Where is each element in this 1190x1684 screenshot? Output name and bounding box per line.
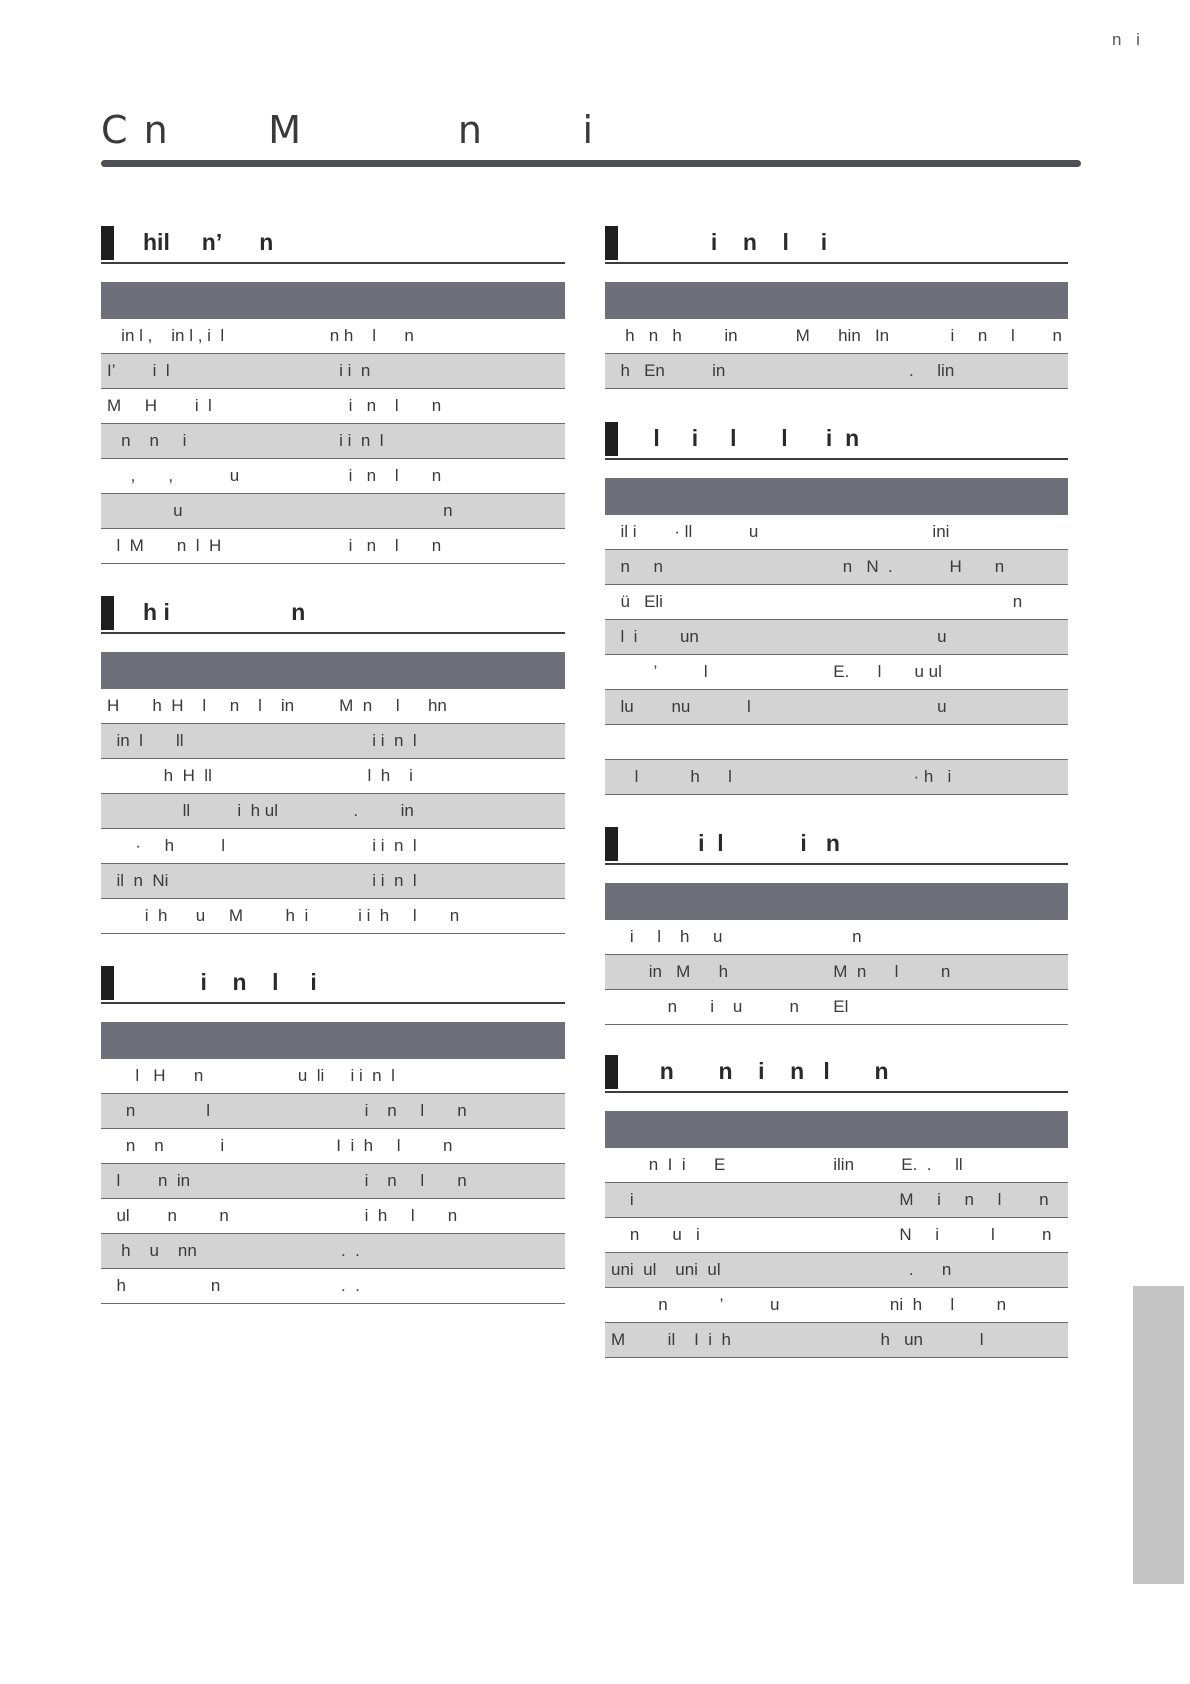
table-header — [605, 478, 1068, 515]
item-value-cell: u — [827, 620, 1068, 655]
item-name-cell: n ’ u — [605, 1288, 827, 1323]
item-value-cell: . . — [330, 1269, 565, 1304]
table-row — [101, 829, 565, 864]
table-row — [605, 585, 1068, 620]
table-row — [605, 1148, 1068, 1183]
table-row — [605, 655, 1068, 690]
spec-table — [605, 883, 1068, 1025]
spec-section — [101, 966, 565, 1304]
table-row — [605, 1253, 1068, 1288]
item-name-cell: n n i — [101, 1129, 330, 1164]
item-name-cell — [605, 725, 827, 760]
section-marker — [101, 966, 114, 1000]
table-row — [101, 459, 565, 494]
table-row — [101, 1199, 565, 1234]
table-row — [101, 759, 565, 794]
item-value-cell: n h l n — [324, 319, 565, 354]
item-name-cell: ll i h ul — [101, 794, 324, 829]
item-name-cell: l i un — [605, 620, 827, 655]
item-name-cell: n n i — [101, 424, 324, 459]
section-header — [605, 1055, 1068, 1093]
page-title: C n M n i — [101, 108, 596, 152]
table-row — [101, 1269, 565, 1304]
section-header — [605, 422, 1068, 460]
section-marker — [605, 226, 618, 260]
item-name-cell: n i u n — [605, 990, 827, 1025]
table-row — [605, 354, 1068, 389]
item-name-cell: M H i l — [101, 389, 324, 424]
table-row — [101, 1164, 565, 1199]
table-header — [101, 282, 565, 319]
item-value-cell: ni h l n — [827, 1288, 1068, 1323]
title-rule — [101, 160, 1081, 167]
table-row — [605, 690, 1068, 725]
item-name-cell: i h u M h i — [101, 899, 324, 934]
table-header-row — [605, 883, 1068, 920]
table-row — [605, 920, 1068, 955]
item-name-cell: in M h — [605, 955, 827, 990]
table-row — [101, 319, 565, 354]
item-value-cell: i h l n — [330, 1199, 565, 1234]
item-name-cell: il n Ni — [101, 864, 324, 899]
table-row — [605, 1323, 1068, 1358]
spec-table — [101, 652, 565, 934]
table-row — [101, 899, 565, 934]
table-row — [605, 1288, 1068, 1323]
section-header — [101, 226, 565, 264]
item-value-cell: i n l n — [324, 459, 565, 494]
item-value-cell: i i n l — [324, 829, 565, 864]
item-name-cell: I’ i l — [101, 354, 324, 389]
item-value-cell: i i n l — [324, 864, 565, 899]
item-value-cell: ini — [827, 515, 1068, 550]
spec-table — [605, 282, 1068, 389]
table-row — [101, 1234, 565, 1269]
table-row — [605, 955, 1068, 990]
item-value-cell — [827, 725, 1068, 760]
section-title: h i n — [143, 599, 306, 625]
item-name-cell: il i · ll u — [605, 515, 827, 550]
item-name-cell: M il I i h — [605, 1323, 827, 1358]
section-title: n n i n l n — [647, 1058, 889, 1084]
section-title: l i l l i n — [647, 425, 860, 451]
table-row — [101, 864, 565, 899]
spec-table — [605, 478, 1068, 795]
table-header — [605, 282, 1068, 319]
section-header — [101, 596, 565, 634]
table-header — [101, 652, 565, 689]
item-value-cell: i i n l — [330, 1059, 565, 1094]
side-tab — [1133, 1286, 1184, 1584]
item-value-cell: n — [324, 494, 565, 529]
item-name-cell: lu nu l — [605, 690, 827, 725]
item-name-cell: h H ll — [101, 759, 324, 794]
item-value-cell: . in — [324, 794, 565, 829]
spec-section — [101, 226, 565, 564]
item-name-cell: h n — [101, 1269, 330, 1304]
table-row — [101, 724, 565, 759]
section-header — [605, 226, 1068, 264]
table-row — [101, 689, 565, 724]
page-corner-text: n i — [1112, 30, 1145, 49]
item-name-cell: in l ll — [101, 724, 324, 759]
table-row — [101, 1129, 565, 1164]
item-name-cell: i — [605, 1183, 827, 1218]
item-value-cell: ilin E. . ll — [827, 1148, 1068, 1183]
item-name-cell: l h l — [605, 760, 827, 795]
item-value-cell: l h i — [324, 759, 565, 794]
item-value-cell: M i n l n — [827, 1183, 1068, 1218]
section-marker — [605, 1055, 618, 1089]
item-value-cell: · h i — [827, 760, 1068, 795]
section-marker — [605, 827, 618, 861]
item-name-cell: n I i E — [605, 1148, 827, 1183]
item-name-cell: n n — [605, 550, 827, 585]
item-name-cell: u — [101, 494, 324, 529]
table-row — [101, 494, 565, 529]
item-name-cell: l M n l H — [101, 529, 324, 564]
section-marker — [605, 422, 618, 456]
spec-table — [101, 282, 565, 564]
item-value-cell: El — [827, 990, 1068, 1025]
item-value-cell: E. l u ul — [827, 655, 1068, 690]
item-name-cell: h u nn — [101, 1234, 330, 1269]
item-name-cell: H h H l n l in — [101, 689, 324, 724]
item-value-cell: i n l n — [324, 389, 565, 424]
item-name-cell: i l h u — [605, 920, 827, 955]
item-name-cell: ü Eli — [605, 585, 827, 620]
item-name-cell: n l — [101, 1094, 330, 1129]
item-name-cell: ’ l — [605, 655, 827, 690]
table-row — [605, 515, 1068, 550]
table-header — [101, 1022, 565, 1059]
table-row — [101, 354, 565, 389]
item-name-cell: h n h in — [605, 319, 785, 354]
item-value-cell: M n l n — [827, 955, 1068, 990]
item-name-cell: ul n n — [101, 1199, 330, 1234]
item-value-cell: n — [827, 585, 1068, 620]
table-header-row — [605, 1111, 1068, 1148]
spec-section — [101, 596, 565, 934]
item-value-cell: . . — [330, 1234, 565, 1269]
table-row — [605, 760, 1068, 795]
item-value-cell: i i n l — [324, 424, 565, 459]
table-header-row — [101, 652, 565, 689]
section-marker — [101, 596, 114, 630]
table-row — [101, 424, 565, 459]
item-value-cell: . n — [827, 1253, 1068, 1288]
item-value-cell: i i n — [324, 354, 565, 389]
item-name-cell: , , u — [101, 459, 324, 494]
spec-section — [605, 226, 1068, 389]
table-header — [605, 883, 1068, 920]
spec-section — [605, 422, 1068, 795]
item-value-cell: i i n l — [324, 724, 565, 759]
item-name-cell: n u i — [605, 1218, 827, 1253]
item-value-cell: n N . H n — [827, 550, 1068, 585]
item-value-cell: i n l n — [330, 1164, 565, 1199]
table-row — [101, 1059, 565, 1094]
section-title: i l i n — [647, 830, 840, 856]
item-value-cell: M hin In i n l n — [785, 319, 1068, 354]
item-name-cell: · h l — [101, 829, 324, 864]
item-value-cell: N i l n — [827, 1218, 1068, 1253]
section-title: hil n’ n — [143, 229, 274, 255]
table-row — [101, 1094, 565, 1129]
item-name-cell: h En in — [605, 354, 785, 389]
table-header-row — [605, 282, 1068, 319]
item-value-cell: . lin — [785, 354, 1068, 389]
item-value-cell: n — [827, 920, 1068, 955]
item-name-cell: in l , in l , i l — [101, 319, 324, 354]
table-header — [605, 1111, 1068, 1148]
table-row — [605, 990, 1068, 1025]
spec-section — [605, 827, 1068, 1025]
table-row — [605, 1183, 1068, 1218]
table-row — [101, 794, 565, 829]
section-header — [101, 966, 565, 1004]
section-title: i n l i — [143, 969, 317, 995]
item-value-cell: i n l n — [324, 529, 565, 564]
table-header-row — [101, 282, 565, 319]
table-row — [605, 620, 1068, 655]
section-title: i n l i — [647, 229, 828, 255]
table-header-row — [101, 1022, 565, 1059]
table-row — [101, 389, 565, 424]
item-name-cell: uni ul uni ul — [605, 1253, 827, 1288]
spec-section — [605, 1055, 1068, 1358]
item-value-cell: i n l n — [330, 1094, 565, 1129]
table-row — [605, 725, 1068, 760]
spec-table — [605, 1111, 1068, 1358]
item-value-cell: u — [827, 690, 1068, 725]
table-header-row — [605, 478, 1068, 515]
item-value-cell: h un l — [827, 1323, 1068, 1358]
table-row — [605, 319, 1068, 354]
section-header — [605, 827, 1068, 865]
item-value-cell: i i h l n — [324, 899, 565, 934]
section-marker — [101, 226, 114, 260]
item-value-cell: I i h l n — [330, 1129, 565, 1164]
table-row — [605, 550, 1068, 585]
item-name-cell: l n in — [101, 1164, 330, 1199]
item-value-cell: M n l hn — [324, 689, 565, 724]
item-name-cell: l H n u li — [101, 1059, 330, 1094]
table-row — [101, 529, 565, 564]
table-row — [605, 1218, 1068, 1253]
spec-table — [101, 1022, 565, 1304]
